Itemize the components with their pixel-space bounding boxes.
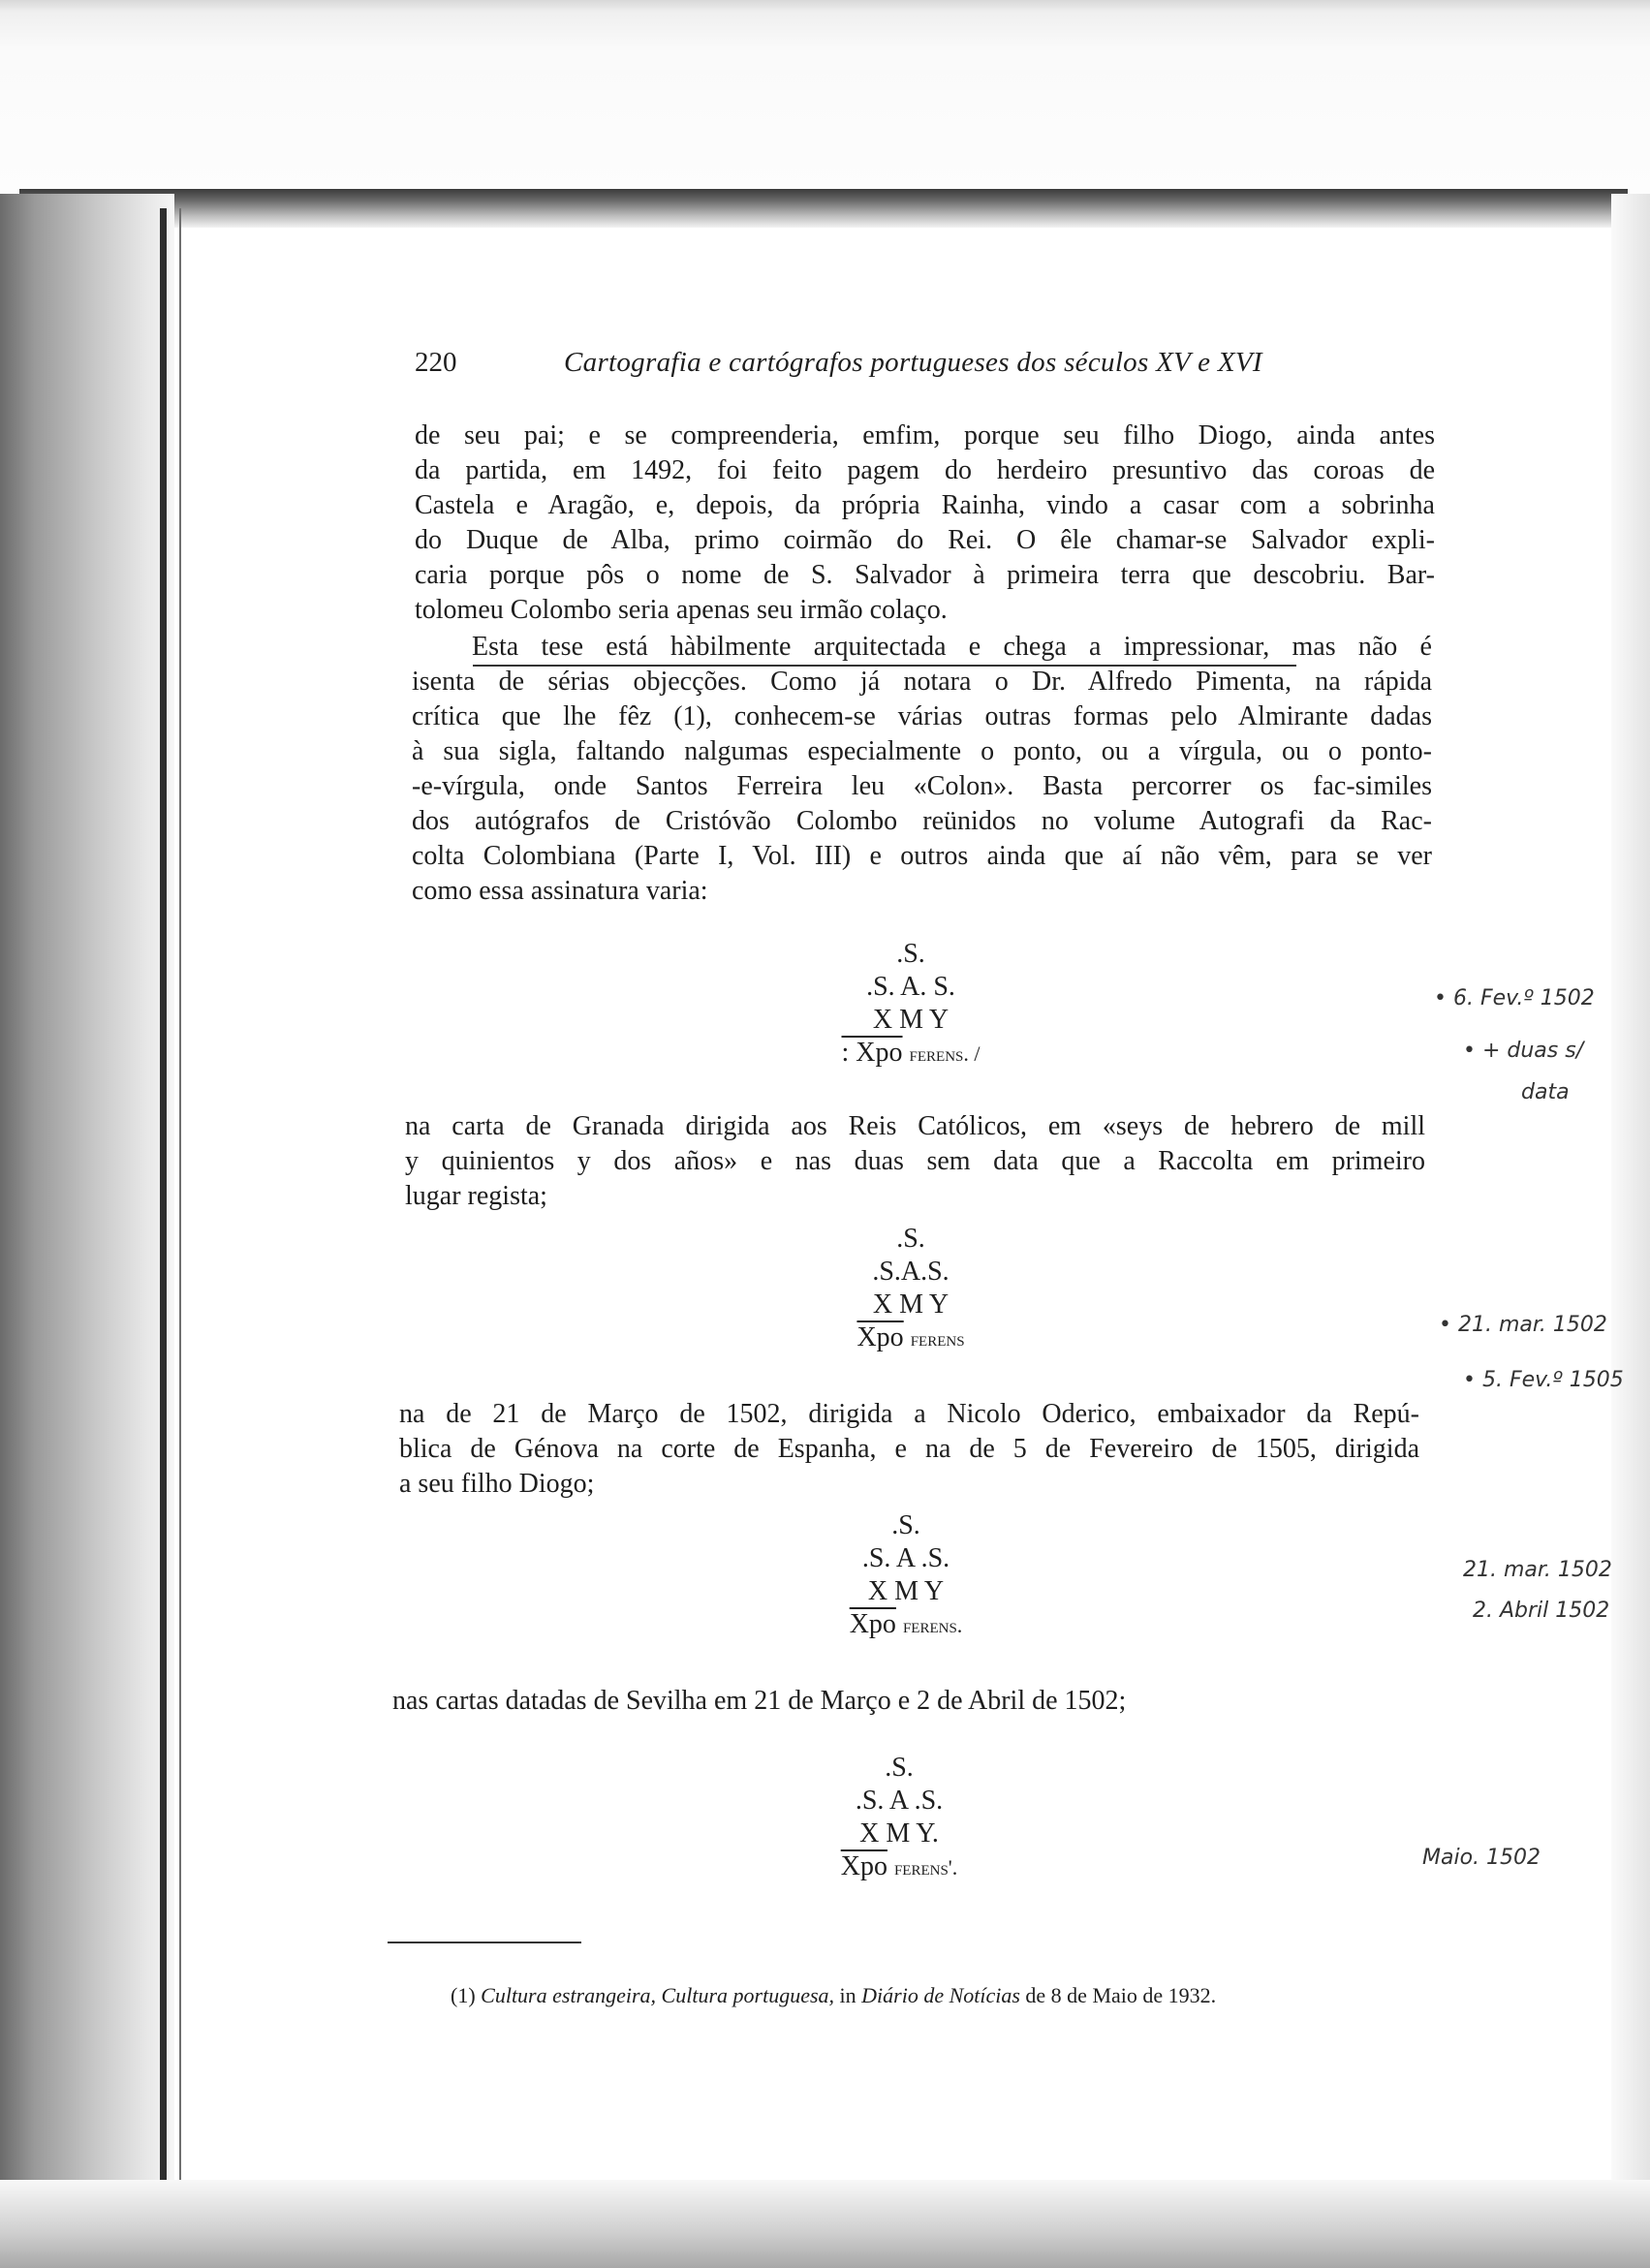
signature-line: .S.A.S.	[872, 1257, 950, 1287]
paragraph-2	[412, 630, 1432, 909]
signature-line	[765, 1321, 1056, 1355]
signature-line: .S. A. S.	[866, 972, 955, 1002]
text-line: da partida, em 1492, foi feito pagem do herdeiro presuntivo das coroas de	[415, 455, 1435, 485]
signature-block-2	[765, 1223, 1056, 1355]
signature-line	[761, 1608, 1051, 1642]
signature-line: .S. A .S.	[855, 1786, 944, 1816]
paragraph-4	[399, 1397, 1419, 1502]
text-line: como essa assinatura varia:	[412, 876, 708, 906]
footnote-rule	[388, 1942, 581, 1943]
margin-note: • 6. Fev.º 1502	[1434, 986, 1595, 1010]
footnote-marker: (1)	[451, 1983, 476, 2007]
signature-line: .S.	[896, 1224, 925, 1254]
margin-note: 21. mar. 1502	[1463, 1558, 1612, 1582]
signature-line: X M Y.	[859, 1818, 939, 1849]
xpo-text: $\overline{Xpo}$	[849, 1609, 896, 1639]
text-line: na carta de Granada dirigida aos Reis Católicos, em «seys de hebrero de mill	[405, 1111, 1425, 1141]
scan-left-rule	[160, 208, 167, 2268]
signature-line: X M Y	[867, 1576, 945, 1606]
signature-block-1	[765, 938, 1056, 1071]
paragraph-3	[405, 1109, 1425, 1214]
footnote-text: in	[839, 1983, 856, 2007]
footnote-title: Cultura estrangeira, Cultura portuguesa,	[481, 1983, 835, 2007]
ferens-text: ferens.	[902, 1613, 963, 1637]
signature-block-3	[761, 1509, 1051, 1642]
footnote-date: de 8 de Maio de 1932.	[1025, 1983, 1217, 2007]
signature-line	[765, 1037, 1056, 1071]
signature-line: .S.	[896, 939, 925, 969]
signature-line: X M Y	[872, 1005, 950, 1035]
text-line: nas cartas datadas de Sevilha em 21 de Março e 2 de Abril de 1502;	[392, 1686, 1127, 1716]
text-line: dos autógrafos de Cristóvão Colombo reünidos no volume Autografi da Rac-	[412, 806, 1432, 836]
scan-top-margin	[0, 0, 1650, 194]
text-line: na de 21 de Março de 1502, dirigida a Nicolo Oderico, embaixador da Repú-	[399, 1399, 1419, 1429]
running-title: Cartografia e cartógrafos portugueses dos séculos XV e XVI	[564, 347, 1262, 378]
text-line: à sua sigla, faltando nalgumas especialmente o ponto, ou a vírgula, ou o ponto-	[412, 736, 1432, 766]
text-line: colta Colombiana (Parte I, Vol. III) e outros ainda que aí não vêm, para se ver	[412, 841, 1432, 871]
text-line: a seu filho Diogo;	[399, 1469, 595, 1499]
signature-line: .S.	[891, 1510, 920, 1540]
signature-line: .S. A .S.	[861, 1543, 950, 1573]
signature-block-4	[754, 1752, 1044, 1884]
xpo-text: $\overline{Xpo}$	[840, 1851, 887, 1881]
text-line: crítica que lhe fêz (1), conhecem-se várias outras formas pelo Almirante dadas	[412, 701, 1432, 731]
footnote	[451, 1983, 1216, 2008]
text-line: tolomeu Colombo seria apenas seu irmão colaço.	[415, 595, 948, 625]
text-line: Esta tese está hàbilmente arquitectada e chega a impressionar, mas não é	[472, 632, 1432, 662]
ferens-text: ferens. /	[909, 1041, 981, 1066]
scan-right-shadow	[1611, 194, 1650, 2268]
paragraph-5	[392, 1684, 1419, 1719]
text-line: do Duque de Alba, primo coirmão do Rei. O êle chamar-se Salvador expli-	[415, 525, 1435, 555]
margin-note: • 5. Fev.º 1505	[1463, 1368, 1624, 1392]
text-line: isenta de sérias objecções. Como já notara o Dr. Alfredo Pimenta, na rápida	[412, 667, 1432, 697]
xpo-text: $\overline{Xpo}$	[856, 1322, 904, 1352]
scan-left-rule-inner	[179, 208, 181, 2268]
text-line: blica de Génova na corte de Espanha, e na de 5 de Fevereiro de 1505, dirigida	[399, 1434, 1419, 1464]
paragraph-1	[415, 419, 1435, 628]
text-line: de seu pai; e se compreenderia, emfim, porque seu filho Diogo, ainda antes	[415, 420, 1435, 450]
text-line: Castela e Aragão, e, depois, da própria Rainha, vindo a casar com a sobrinha	[415, 490, 1435, 520]
ferens-text: ferens'.	[893, 1855, 958, 1880]
margin-note: • 21. mar. 1502	[1439, 1313, 1607, 1337]
margin-note: Maio. 1502	[1422, 1846, 1541, 1870]
margin-note: 2. Abril 1502	[1473, 1599, 1610, 1623]
signature-line	[754, 1850, 1044, 1884]
footnote-newspaper: Diário de Notícias	[861, 1983, 1020, 2007]
scan-bottom-shadow	[0, 2180, 1650, 2268]
scan-top-edge	[19, 189, 1628, 228]
page-header	[415, 347, 1325, 386]
text-line: lugar regista;	[405, 1181, 547, 1211]
text-line: -e-vírgula, onde Santos Ferreira leu «Colon». Basta percorrer os fac-similes	[412, 771, 1432, 801]
scan-left-shadow	[0, 194, 174, 2268]
xpo-text: : Xpo	[841, 1038, 903, 1068]
ferens-text: ferens	[910, 1326, 965, 1351]
signature-line: .S.	[885, 1753, 914, 1783]
margin-note: • + duas s/	[1463, 1039, 1584, 1063]
text-line: y quinientos y dos años» e nas duas sem data que a Raccolta em primeiro	[405, 1146, 1425, 1176]
hand-underline	[473, 665, 1296, 667]
margin-note: data	[1521, 1080, 1570, 1104]
page-number: 220	[415, 347, 457, 378]
text-line: caria porque pôs o nome de S. Salvador à primeira terra que descobriu. Bar-	[415, 560, 1435, 590]
signature-line: X M Y	[872, 1289, 950, 1320]
